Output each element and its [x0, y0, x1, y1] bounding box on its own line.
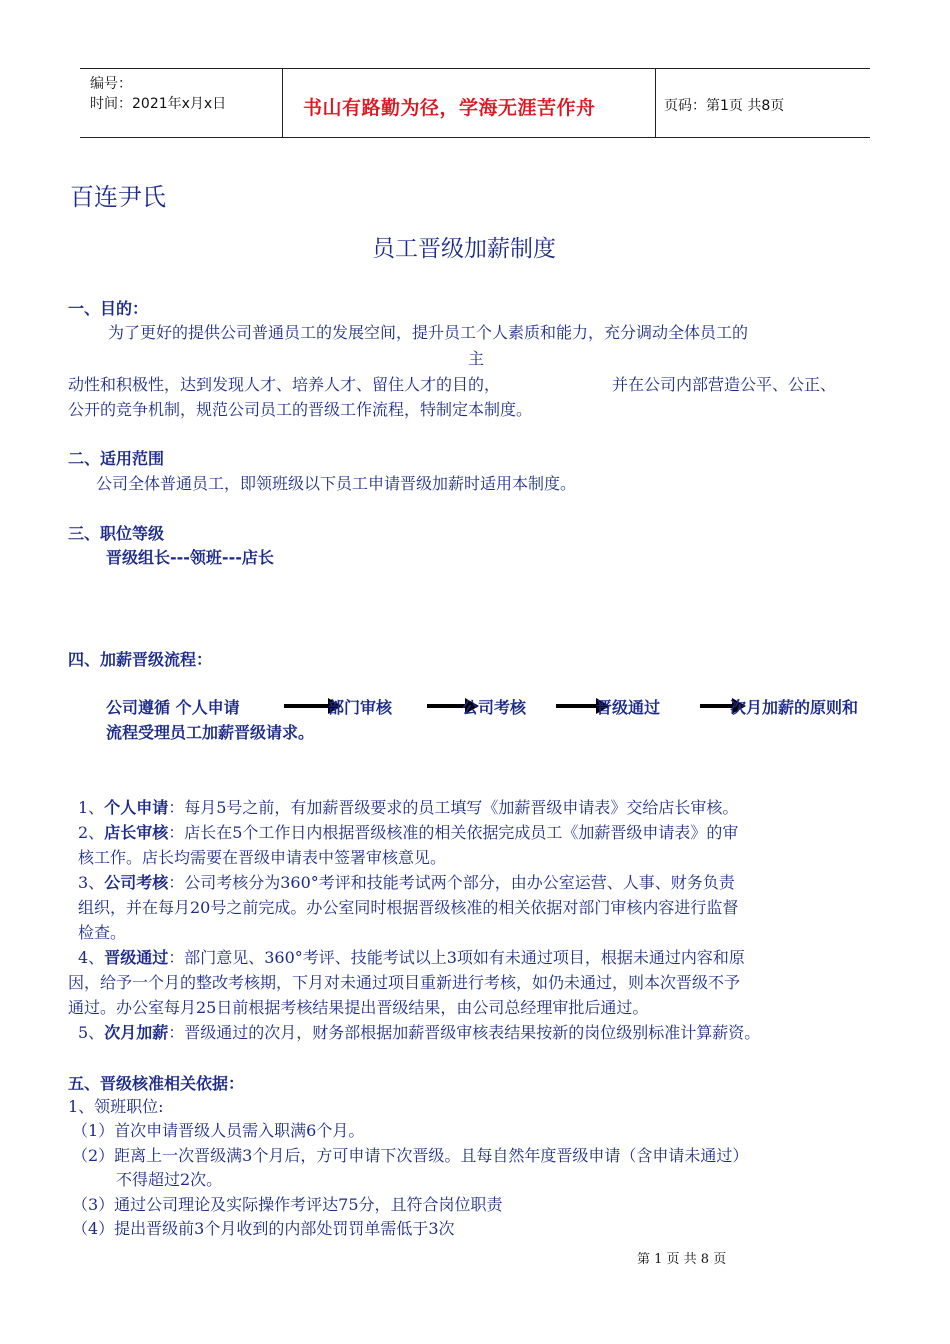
motto: 书山有路勤为径，学海无涯苦作舟 — [303, 97, 596, 119]
flow-step-promotion-passed: 晋级通过 — [596, 698, 661, 717]
list-item-continuation: 检查。 — [78, 923, 127, 942]
section-1-heading: 一、目的： — [68, 299, 149, 318]
position-levels: 晋级组长---领班---店长 — [106, 548, 274, 567]
page-info: 页码：第1页 共8页 — [664, 98, 785, 114]
list-item: 2、店长审核：店长在5个工作日内根据晋级核准的相关依据完成员工《加薪晋级申请表》的审 — [78, 823, 739, 842]
section-1-line-1b: 主 — [468, 349, 485, 368]
list-item-continuation: 核工作。店长均需要在晋级申请表中签署审核意见。 — [78, 848, 447, 867]
section-1-line-2b: 并在公司内部营造公平、公正、 — [612, 375, 837, 394]
section-1-line-3: 公开的竞争机制，规范公司员工的晋级工作流程，特制定本制度。 — [68, 400, 533, 419]
document-title: 员工晋级加薪制度 — [372, 236, 556, 262]
header-page-cell — [656, 69, 870, 137]
list-item: 5、次月加薪：晋级通过的次月，财务部根据加薪晋级审核表结果按新的岗位级别标准计算薪资。 — [78, 1023, 761, 1042]
company-name: 百连尹氏 — [70, 183, 166, 211]
header-meta-cell — [80, 69, 283, 137]
section-1-line-1: 为了更好的提供公司普通员工的发展空间，提升员工个人素质和能力，充分调动全体员工的 — [108, 323, 749, 342]
criteria-item-continuation: 不得超过2次。 — [116, 1170, 223, 1189]
section-5-heading: 五、晋级核准相关依据： — [68, 1074, 245, 1093]
header-motto-cell — [283, 69, 656, 137]
criteria-item: （3）通过公司理论及实际操作考评达75分，且符合岗位职责 — [72, 1195, 503, 1214]
list-item-continuation: 组织，并在每月20号之前完成。办公室同时根据晋级核准的相关依据对部门审核内容进行监督 — [78, 898, 739, 917]
date-label: 时间：2021年x月x日 — [90, 96, 227, 112]
criteria-item: （2）距离上一次晋级满3个月后，方可申请下次晋级。且每自然年度晋级申请（含申请未通过） — [72, 1146, 749, 1165]
section-2-heading: 二、适用范围 — [68, 449, 165, 468]
criteria-item: （4）提出晋级前3个月收到的内部处罚罚单需低于3次 — [72, 1219, 455, 1238]
section-4-heading: 四、加薪晋级流程： — [68, 650, 213, 669]
flow-line-2: 流程受理员工加薪晋级请求。 — [106, 723, 315, 742]
section-2-text: 公司全体普通员工，即领班级以下员工申请晋级加薪时适用本制度。 — [96, 474, 577, 493]
section-3-heading: 三、职位等级 — [68, 524, 165, 543]
list-item: 1、个人申请：每月5号之前，有加薪晋级要求的员工填写《加薪晋级申请表》交给店长审核。 — [78, 798, 739, 817]
section-5-sub: 1、领班职位: — [68, 1097, 164, 1116]
flow-step-next-month-raise: 次月加薪的原则和 — [730, 698, 859, 717]
page-footer: 第 1 页 共 8 页 — [637, 1252, 727, 1267]
list-item: 3、公司考核：公司考核分为360°考评和技能考试两个部分，由办公室运营、人事、财务负责 — [78, 873, 735, 892]
flow-step-company-assessment: 公司考核 — [462, 698, 527, 717]
header-table — [80, 68, 870, 138]
serial-label: 编号： — [90, 76, 132, 92]
list-item-continuation: 因，给予一个月的整改考核期，下月对未通过项目重新进行考核，如仍未通过，则本次晋级不予 — [68, 973, 741, 992]
flow-step-dept-review: 部门审核 — [328, 698, 393, 717]
criteria-item: （1）首次申请晋级人员需入职满6个月。 — [72, 1121, 365, 1140]
section-1-line-2a: 动性和积极性，达到发现人才、培养人才、留住人才的目的， — [68, 375, 501, 394]
list-item-continuation: 通过。办公室每月25日前根据考核结果提出晋级结果，由公司总经理审批后通过。 — [68, 998, 649, 1017]
list-item: 4、晋级通过：部门意见、360°考评、技能考试以上3项如有未通过项目，根据未通过内容和原 — [78, 948, 745, 967]
flow-prefix: 公司遵循 个人申请 — [106, 698, 240, 717]
